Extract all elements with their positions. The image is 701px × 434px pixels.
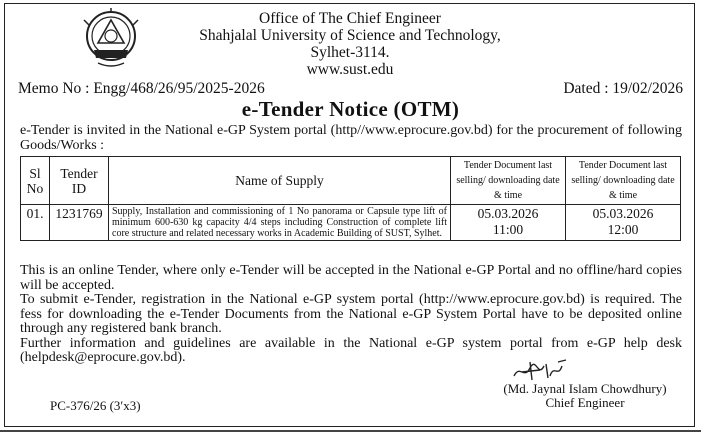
row-date-2-value: 05.03.2026: [592, 206, 654, 221]
body-paragraph-3: Further information and guidelines are available in the National e-GP system portal from e-GP help desk (helpdesk@eprocure.gov.bd).: [20, 335, 682, 365]
header-selling-date-2: Tender Document last selling/ downloading date & time: [566, 157, 681, 205]
memo-number: Memo No : Engg/468/26/95/2025-2026: [18, 80, 265, 97]
header-tender-id: Tender ID: [50, 157, 109, 205]
signatory-block: [485, 382, 685, 410]
signatory-title: Chief Engineer: [545, 395, 625, 410]
signatory-name: (Md. Jaynal Islam Chowdhury): [503, 381, 667, 396]
table-row: [21, 205, 681, 241]
row-date-1-value: 05.03.2026: [477, 206, 539, 221]
office-name: Office of The Chief Engineer: [259, 10, 441, 27]
university-logo-icon: [80, 8, 142, 72]
header-supply: Name of Supply: [109, 157, 451, 205]
notice-title: e-Tender Notice (OTM): [241, 97, 460, 121]
row-sl: 01.: [21, 205, 50, 241]
notice-body: [20, 264, 682, 366]
row-date-2: [566, 205, 681, 241]
university-city: Sylhet-3114.: [310, 44, 390, 61]
row-time-1-value: 11:00: [492, 222, 524, 237]
row-supply: Supply, Installation and commissioning of 1 No panorama or Capsule type lift of minimum 600-630 kg capacity 4/4 steps including Construction of complete lift core structure and related necessary works in Academic Building of SUST, Sylhet.: [109, 205, 451, 241]
row-time-2-value: 12:00: [607, 222, 639, 237]
memo-date: Dated : 19/02/2026: [563, 80, 683, 97]
body-paragraph-1: This is an online Tender, where only e-Tender will be accepted in the National e-GP Portal and no offline/hard copies will be accepted.: [20, 263, 682, 293]
header-selling-date: Tender Document last selling/ downloading date & time: [451, 157, 566, 205]
university-website: www.sust.edu: [306, 61, 394, 78]
pc-code: PC-376/26 (3′x3): [50, 398, 141, 413]
row-date-1: [451, 205, 566, 241]
university-name: Shahjalal University of Science and Technology,: [199, 27, 501, 44]
intro-text: e-Tender is invited in the National e-GP System portal (http//www.eprocure.gov.bd) for the procurement of following Goods/Works :: [20, 123, 682, 153]
bottom-divider: [0, 430, 701, 432]
row-tender-id: 1231769: [50, 205, 109, 241]
body-paragraph-2: To submit e-Tender, registration in the National e-GP system portal (http://www.eprocure.gov.bd) is required. The fess for downloading the e-Tender Documents from the National e-GP System Portal have to be deposited online through any registered bank branch.: [20, 292, 682, 336]
header-sl: Sl No: [21, 157, 50, 205]
handwritten-signature: [510, 356, 570, 384]
table-header-row: [21, 157, 681, 205]
tender-table: [20, 156, 681, 241]
